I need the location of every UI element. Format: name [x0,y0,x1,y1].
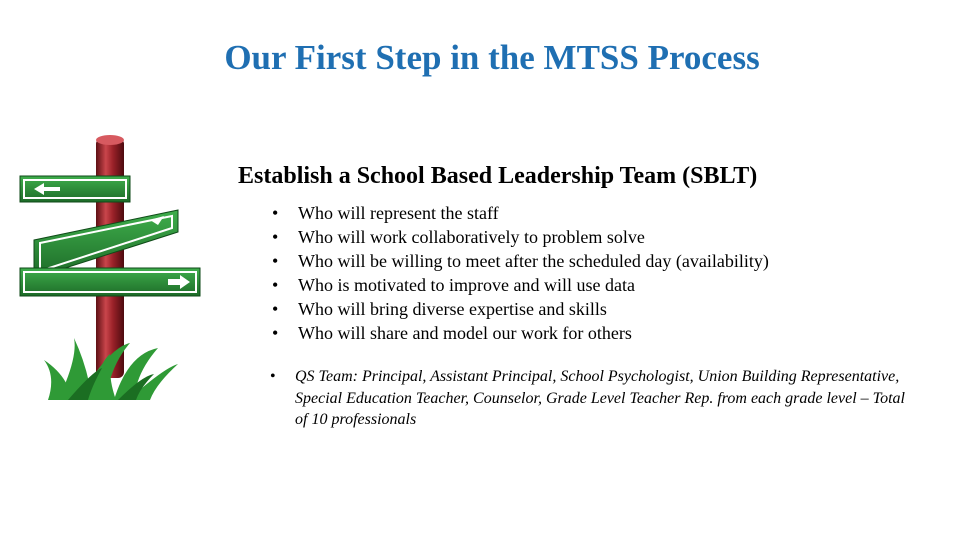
team-note [270,366,910,431]
list-item: • Who will bring diverse expertise and skills [268,297,769,321]
bullet-icon: • [270,368,276,385]
slide-title: Our First Step in the MTSS Process [224,38,760,77]
list-item: • Who will represent the staff [268,201,769,225]
section-heading: Establish a School Based Leadership Team (SBLT) [238,163,758,189]
list-item: • Who will share and model our work for others [268,321,769,345]
criteria-list [268,201,769,345]
list-item: • Who will be willing to meet after the scheduled day (availability) [268,249,769,273]
signpost-icon [18,128,218,408]
list-item: • Who is motivated to improve and will use data [268,273,769,297]
team-note-text: QS Team: Principal, Assistant Principal, School Psychologist, Union Building Representative, Special Education Teacher, Counselor, Grade Level Teacher Rep. from each grade level – Total of 10 professionals [295,368,905,428]
list-item: • Who will work collaboratively to problem solve [268,225,769,249]
